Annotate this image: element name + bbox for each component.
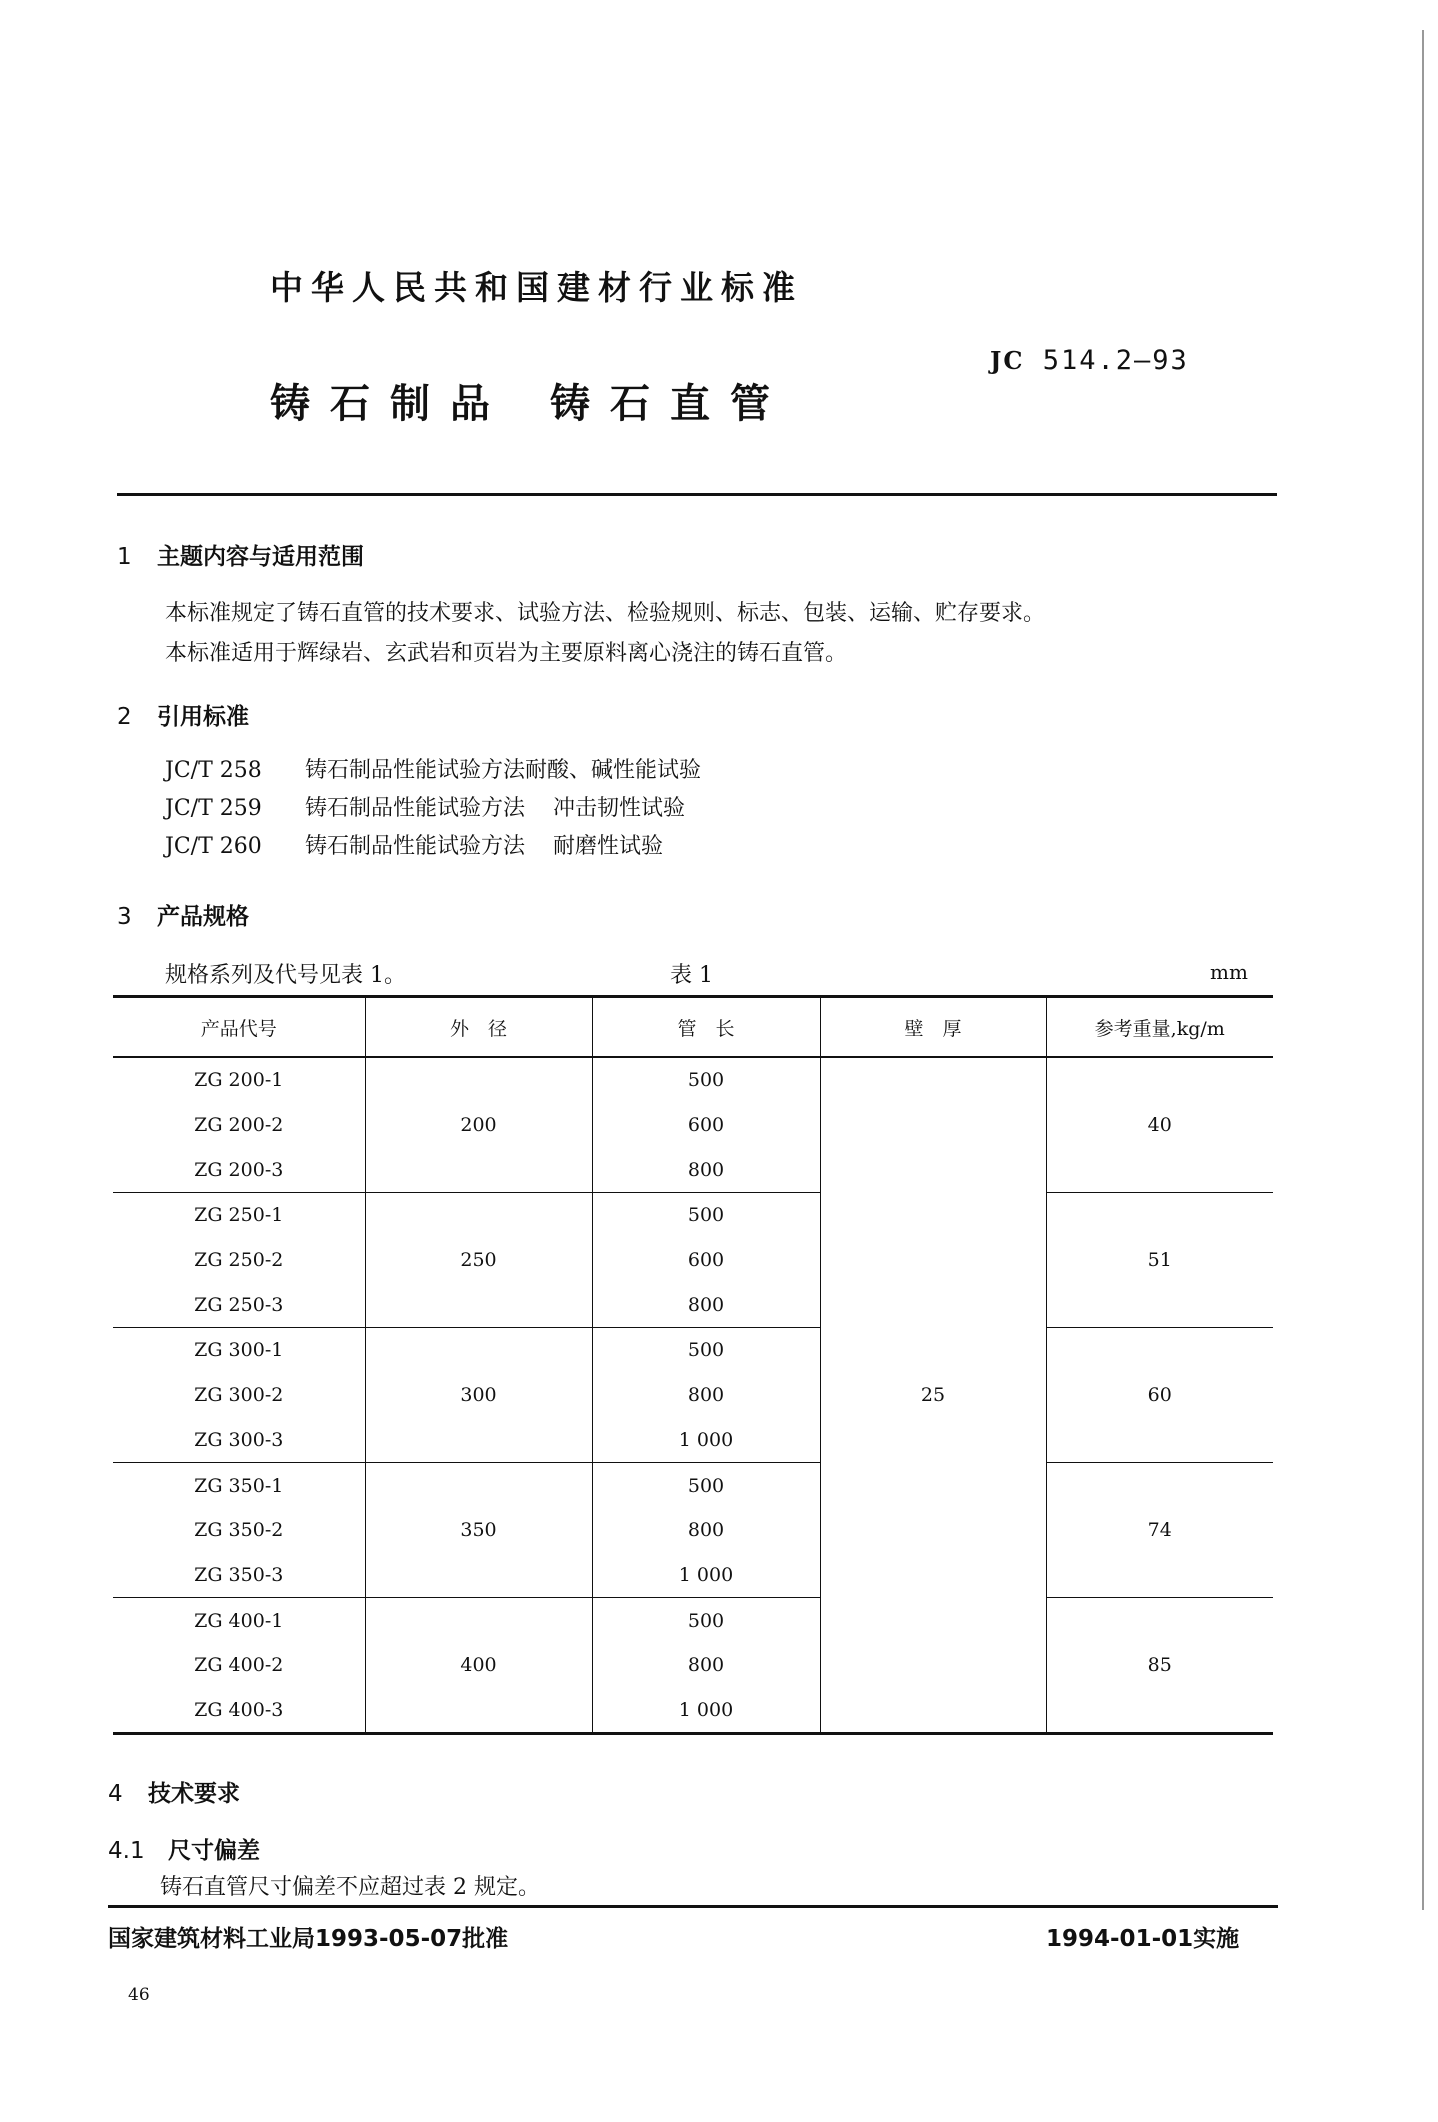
cell-od: 400 (365, 1598, 592, 1734)
cell-od: 300 (365, 1328, 592, 1463)
table-intro: 规格系列及代号见表 1。 (165, 963, 406, 988)
cell-length: 800 (592, 1373, 820, 1418)
cell-length: 500 (592, 1193, 820, 1238)
cell-length: 500 (592, 1057, 820, 1103)
cell-code: ZG 350-1 (194, 1474, 284, 1497)
cell-code: ZG 200-1 (194, 1069, 284, 1092)
footer-rule (108, 1905, 1278, 1908)
cell-length: 1 000 (592, 1688, 820, 1734)
table-row (113, 1598, 1273, 1643)
implementation-date: 1994-01-01实施 (1046, 1926, 1240, 1952)
cell-weight: 40 (1046, 1057, 1273, 1193)
cell-code: ZG 350-3 (113, 1553, 365, 1598)
cell-length: 1 000 (592, 1418, 820, 1463)
cell-code: ZG 250-3 (113, 1282, 365, 1327)
table-row (113, 1463, 1273, 1508)
header-od: 外 径 (365, 997, 592, 1058)
cell-wall: 25 (820, 1057, 1046, 1734)
table-row (113, 1193, 1273, 1238)
section-1-heading: 1 主题内容与适用范围 (117, 544, 364, 570)
table-label: 表 1 (670, 963, 713, 988)
reference-item: JC/T 260 铸石制品性能试验方法 耐磨性试验 (165, 834, 664, 859)
cell-weight: 51 (1046, 1193, 1273, 1328)
document-title (270, 372, 790, 429)
header-wall: 壁 厚 (820, 997, 1046, 1058)
cell-length: 800 (592, 1508, 820, 1553)
table-row (113, 1328, 1273, 1373)
table-row (113, 1057, 1273, 1103)
cell-code: ZG 250-1 (194, 1204, 284, 1227)
cell-length: 500 (592, 1598, 820, 1643)
cell-code: ZG 300-3 (113, 1418, 365, 1463)
cell-code: ZG 250-2 (194, 1249, 284, 1272)
cell-weight: 85 (1046, 1598, 1273, 1734)
header-rule (117, 493, 1277, 496)
cell-code: ZG 200-3 (113, 1147, 365, 1192)
cell-code: ZG 400-2 (194, 1654, 284, 1677)
cell-code: ZG 350-2 (194, 1519, 284, 1542)
header-code: 产品代号 (113, 997, 365, 1058)
cell-length: 600 (592, 1238, 820, 1283)
section-4-heading: 4 技术要求 (108, 1781, 240, 1807)
section-4-1-heading: 4.1 尺寸偏差 (108, 1838, 260, 1864)
cell-code: ZG 200-2 (194, 1114, 284, 1137)
section-4-1-text: 铸石直管尺寸偏差不应超过表 2 规定。 (160, 1875, 540, 1900)
page-edge-line (1422, 30, 1424, 1910)
table-unit: mm (1210, 960, 1248, 984)
cell-od: 350 (365, 1463, 592, 1598)
cell-code: ZG 300-1 (194, 1339, 284, 1362)
header-weight: 参考重量,kg/m (1046, 997, 1273, 1058)
table-header-row (113, 997, 1273, 1058)
reference-list (165, 752, 701, 866)
code-number: 514.2—93 (1042, 345, 1189, 376)
cell-code: ZG 400-1 (194, 1609, 284, 1632)
spec-table (113, 995, 1273, 1735)
cell-length: 500 (592, 1328, 820, 1373)
section-2-heading: 2 引用标准 (117, 704, 249, 730)
cell-length: 600 (592, 1103, 820, 1148)
section-3-heading: 3 产品规格 (117, 904, 249, 930)
cell-code: ZG 300-2 (194, 1384, 284, 1407)
cell-length: 1 000 (592, 1553, 820, 1598)
cell-od: 250 (365, 1193, 592, 1328)
reference-item: JC/T 259 铸石制品性能试验方法 冲击韧性试验 (165, 796, 686, 821)
section-1-para-1: 本标准规定了铸石直管的技术要求、试验方法、检验规则、标志、包装、运输、贮存要求。 (165, 601, 1046, 626)
cell-weight: 60 (1046, 1328, 1273, 1463)
cell-length: 500 (592, 1463, 820, 1508)
issuing-authority: 中华人民共和国建材行业标准 (270, 268, 803, 307)
approval-note: 国家建筑材料工业局1993-05-07批准 (108, 1926, 509, 1952)
header-length: 管 长 (592, 997, 820, 1058)
cell-weight: 74 (1046, 1463, 1273, 1598)
section-1-para-2: 本标准适用于辉绿岩、玄武岩和页岩为主要原料离心浇注的铸石直管。 (165, 641, 848, 666)
reference-item: JC/T 258 铸石制品性能试验方法耐酸、碱性能试验 (165, 758, 702, 783)
cell-length: 800 (592, 1643, 820, 1688)
code-prefix: JC (990, 346, 1025, 375)
cell-code: ZG 400-3 (113, 1688, 365, 1734)
cell-od: 200 (365, 1057, 592, 1193)
title-part-2: 铸石直管 (550, 381, 790, 427)
title-part-1: 铸石制品 (270, 381, 510, 427)
cell-length: 800 (592, 1282, 820, 1327)
document-code (990, 345, 1189, 376)
cell-length: 800 (592, 1147, 820, 1192)
page-number: 46 (128, 1985, 150, 2005)
